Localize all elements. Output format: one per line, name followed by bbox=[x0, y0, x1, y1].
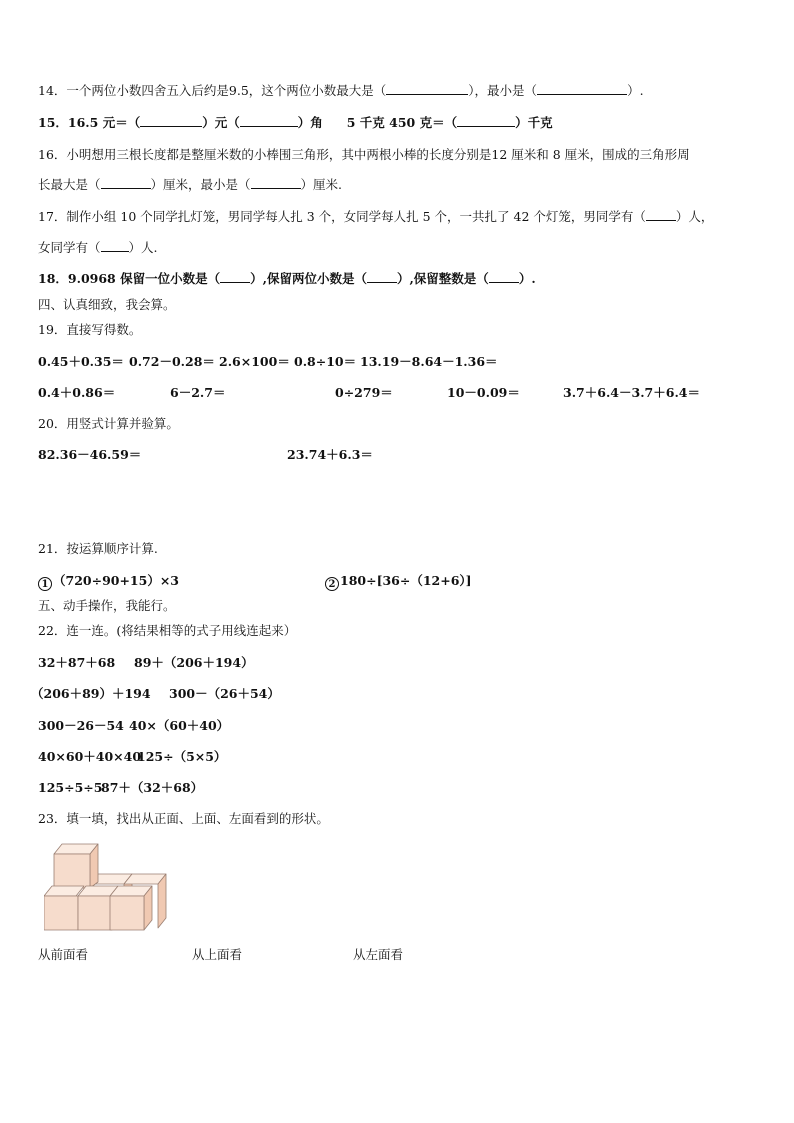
question-18: 18．9.0968 保留一位小数是（ ）,保留两位小数是（ ）,保留整数是（ ）. bbox=[38, 271, 536, 286]
question-19-row2 bbox=[0, 385, 794, 401]
match-left[interactable]: 40×60＋40×40 bbox=[38, 749, 142, 764]
match-right[interactable]: 89＋（206＋194） bbox=[134, 655, 254, 670]
section-4-heading: 四、认真细致，我会算。 bbox=[38, 297, 176, 312]
question-22-title: 22．连一连。(将结果相等的式子用线连起来） bbox=[38, 623, 297, 638]
match-row bbox=[0, 655, 794, 671]
calc-item: 3.7＋6.4－3.7＋6.4＝ bbox=[563, 385, 700, 400]
question-19-row1 bbox=[0, 354, 794, 370]
answer-blank[interactable] bbox=[220, 271, 250, 283]
match-right[interactable]: 40×（60＋40） bbox=[129, 718, 230, 733]
answer-blank[interactable] bbox=[251, 177, 301, 189]
match-row bbox=[0, 718, 794, 734]
answer-blank[interactable] bbox=[646, 209, 676, 221]
calc-item: 13.19－8.64－1.36＝ bbox=[360, 354, 498, 369]
answer-blank[interactable] bbox=[386, 83, 468, 95]
question-21-items bbox=[0, 573, 794, 589]
match-row bbox=[0, 686, 794, 702]
question-19-title: 19．直接写得数。 bbox=[38, 322, 142, 337]
answer-blank[interactable] bbox=[240, 115, 298, 127]
match-right[interactable]: 300－（26＋54） bbox=[169, 686, 280, 701]
calc-item: 10－0.09＝ bbox=[447, 385, 520, 400]
answer-blank[interactable] bbox=[367, 271, 397, 283]
answer-blank[interactable] bbox=[101, 240, 129, 252]
match-right[interactable]: 125÷（5×5） bbox=[137, 749, 227, 764]
match-right[interactable]: 87＋（32＋68） bbox=[101, 780, 204, 795]
question-17-line1: 17．制作小组 10 个同学扎灯笼，男同学每人扎 3 个，女同学每人扎 5 个，一共扎了 42 个灯笼，男同学有（ ）人， bbox=[38, 209, 714, 224]
top-view-label: 从上面看 bbox=[192, 947, 243, 962]
vertical-calc-item: 23.74＋6.3＝ bbox=[287, 447, 373, 462]
vertical-calc-item: 82.36－46.59＝ bbox=[38, 447, 142, 462]
cube-stack-figure bbox=[44, 842, 170, 932]
calc-item: 6－2.7＝ bbox=[170, 385, 226, 400]
question-21-title: 21．按运算顺序计算. bbox=[38, 541, 158, 556]
answer-blank[interactable] bbox=[101, 177, 151, 189]
calc-item: 2.6×100＝ bbox=[219, 354, 290, 369]
answer-blank[interactable] bbox=[140, 115, 202, 127]
calc-item: 0÷279＝ bbox=[335, 385, 393, 400]
cube bbox=[54, 844, 98, 888]
order-calc-item-2: 2 180÷[36÷（12+6）] bbox=[325, 573, 472, 591]
match-left[interactable]: （206＋89）＋194 bbox=[31, 686, 151, 701]
view-labels bbox=[0, 947, 794, 963]
answer-blank[interactable] bbox=[457, 115, 515, 127]
calc-item: 0.45＋0.35＝ bbox=[38, 354, 124, 369]
cube bbox=[110, 886, 152, 930]
match-left[interactable]: 32＋87＋68 bbox=[38, 655, 116, 670]
match-left[interactable]: 300－26－54 bbox=[38, 718, 124, 733]
question-16-line1: 16．小明想用三根长度都是整厘米数的小棒围三角形，其中两根小棒的长度分别是12 厘米和 8 厘米，围成的三角形周 bbox=[38, 147, 690, 162]
match-row bbox=[0, 780, 794, 796]
circled-number-2: 2 bbox=[325, 577, 339, 591]
answer-blank[interactable] bbox=[537, 83, 627, 95]
question-15: 15．16.5 元＝（ ）元（ ）角 5 千克 450 克＝（ ）千克 bbox=[38, 115, 553, 130]
match-left[interactable]: 125÷5÷5 bbox=[38, 780, 103, 795]
order-calc-item-1: 1 （720÷90+15）×3 bbox=[38, 573, 179, 591]
answer-blank[interactable] bbox=[489, 271, 519, 283]
question-20-items bbox=[0, 447, 794, 463]
circled-number-1: 1 bbox=[38, 577, 52, 591]
question-14: 14．一个两位小数四舍五入后约是9.5，这个两位小数最大是（ ），最小是（ ）. bbox=[38, 83, 644, 98]
match-row bbox=[0, 749, 794, 765]
question-17-line2: 女同学有（ ）人. bbox=[38, 240, 158, 255]
question-23-title: 23．填一填，找出从正面、上面、左面看到的形状。 bbox=[38, 811, 329, 826]
calc-item: 0.72－0.28＝ bbox=[129, 354, 215, 369]
question-16-line2: 长最大是（ ）厘米，最小是（ ）厘米. bbox=[38, 177, 343, 192]
question-20-title: 20．用竖式计算并验算。 bbox=[38, 416, 179, 431]
section-5-heading: 五、动手操作，我能行。 bbox=[38, 598, 176, 613]
left-view-label: 从左面看 bbox=[353, 947, 404, 962]
front-view-label: 从前面看 bbox=[38, 947, 89, 962]
calc-item: 0.4＋0.86＝ bbox=[38, 385, 116, 400]
calc-item: 0.8÷10＝ bbox=[294, 354, 357, 369]
